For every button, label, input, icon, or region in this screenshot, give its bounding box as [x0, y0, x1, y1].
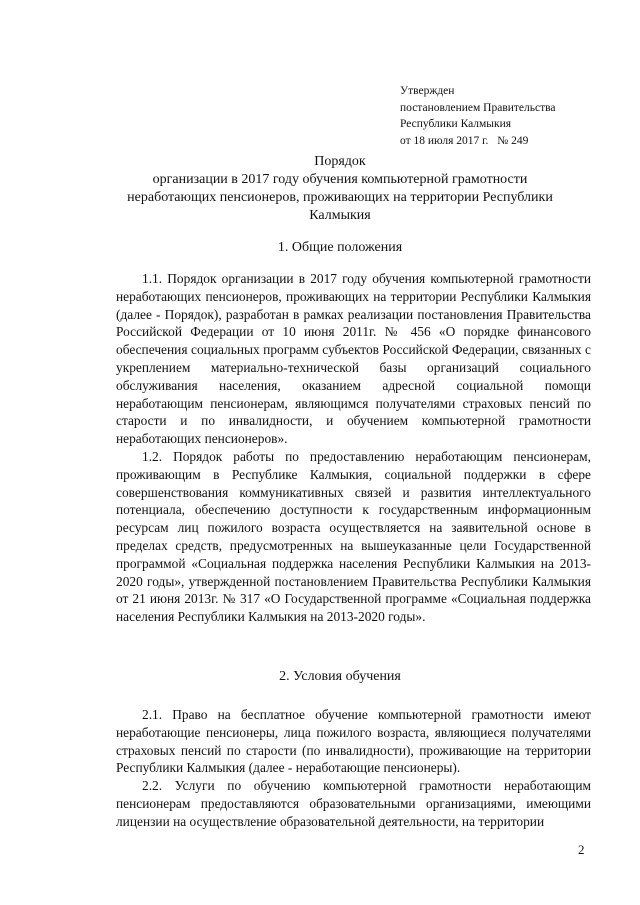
approval-line-3: Республики Калмыкия: [400, 118, 512, 130]
section-heading-2: 2. Условия обучения: [279, 669, 401, 684]
approval-number: № 249: [497, 134, 529, 147]
approval-stamp: [400, 83, 556, 149]
paragraph-1-2: 1.2. Порядок работы по предоставлению неработающим пенсионерам, проживающим в Республике Калмыкия, социальной поддержки в сфере совершенствования коммуникативных связей и развития интеллектуального потенциала, обеспечению доступности к государственным информационным ресурсам лиц пожилого возраста осуществляется на заявительной основе в пределах средств, предусмотренных на вышеуказанные цели Государственной программой «Социальная поддержка населения Республики Калмыкия на 2013-2020 годы», утвержденной постановлением Правительства Республики Калмыкия от 21 июня 2013г. № 317 «О Государственной программе «Социальная поддержка населения Республики Калмыкия на 2013-2020 годы».: [116, 448, 591, 625]
page-number: 2: [578, 842, 585, 857]
paragraph-1-1: 1.1. Порядок организации в 2017 году обучения компьютерной грамотности неработающих пенсионеров, проживающих на территории Республики Калмыкия (далее - Порядок), разработан в рамках реализации постановления Правительства Российской Федерации от 10 июня 2011г. № 456 «О порядке финансового обеспечения социальных программ субъектов Российской Федерации, связанных с укреплением материально-технической базы организаций социального обслуживания населения, оказанием адресной социальной помощи неработающим пенсионерам, являющимся получателями страховых пенсий по старости и по инвалидности, и обучением компьютерной грамотности неработающих пенсионеров».: [116, 271, 591, 447]
approval-line-1: Утвержден: [400, 85, 455, 97]
section-heading-1: 1. Общие положения: [277, 240, 403, 255]
title-line-2: неработающих пенсионеров, проживающих на территории Республики: [127, 190, 553, 205]
paragraph-2-1: 2.1. Право на бесплатное обучение компьютерной грамотности имеют неработающие пенсионеры, лица пожилого возраста, являющиеся получателями страховых пенсий по старости (по инвалидности), проживающие на территории Республики Калмыкия (далее - неработающие пенсионеры).: [116, 707, 591, 776]
section-2-body: [116, 706, 591, 831]
title-heading: Порядок: [314, 154, 366, 169]
document-title: [100, 153, 580, 225]
section-1-body: [116, 270, 591, 626]
paragraph-2-2: 2.2. Услуги по обучению компьютерной грамотности неработающим пенсионерам предоставляются образовательными организациями, имеющими лицензии на осуществление образовательной деятельности, на территории: [116, 778, 591, 829]
approval-line-2: постановлением Правительства: [400, 101, 556, 114]
title-line-1: организации в 2017 году обучения компьютерной грамотности: [152, 172, 528, 187]
approval-date-line: [400, 133, 556, 150]
title-line-3: Калмыкия: [309, 208, 371, 223]
approval-date: от 18 июля 2017 г.: [400, 134, 489, 147]
